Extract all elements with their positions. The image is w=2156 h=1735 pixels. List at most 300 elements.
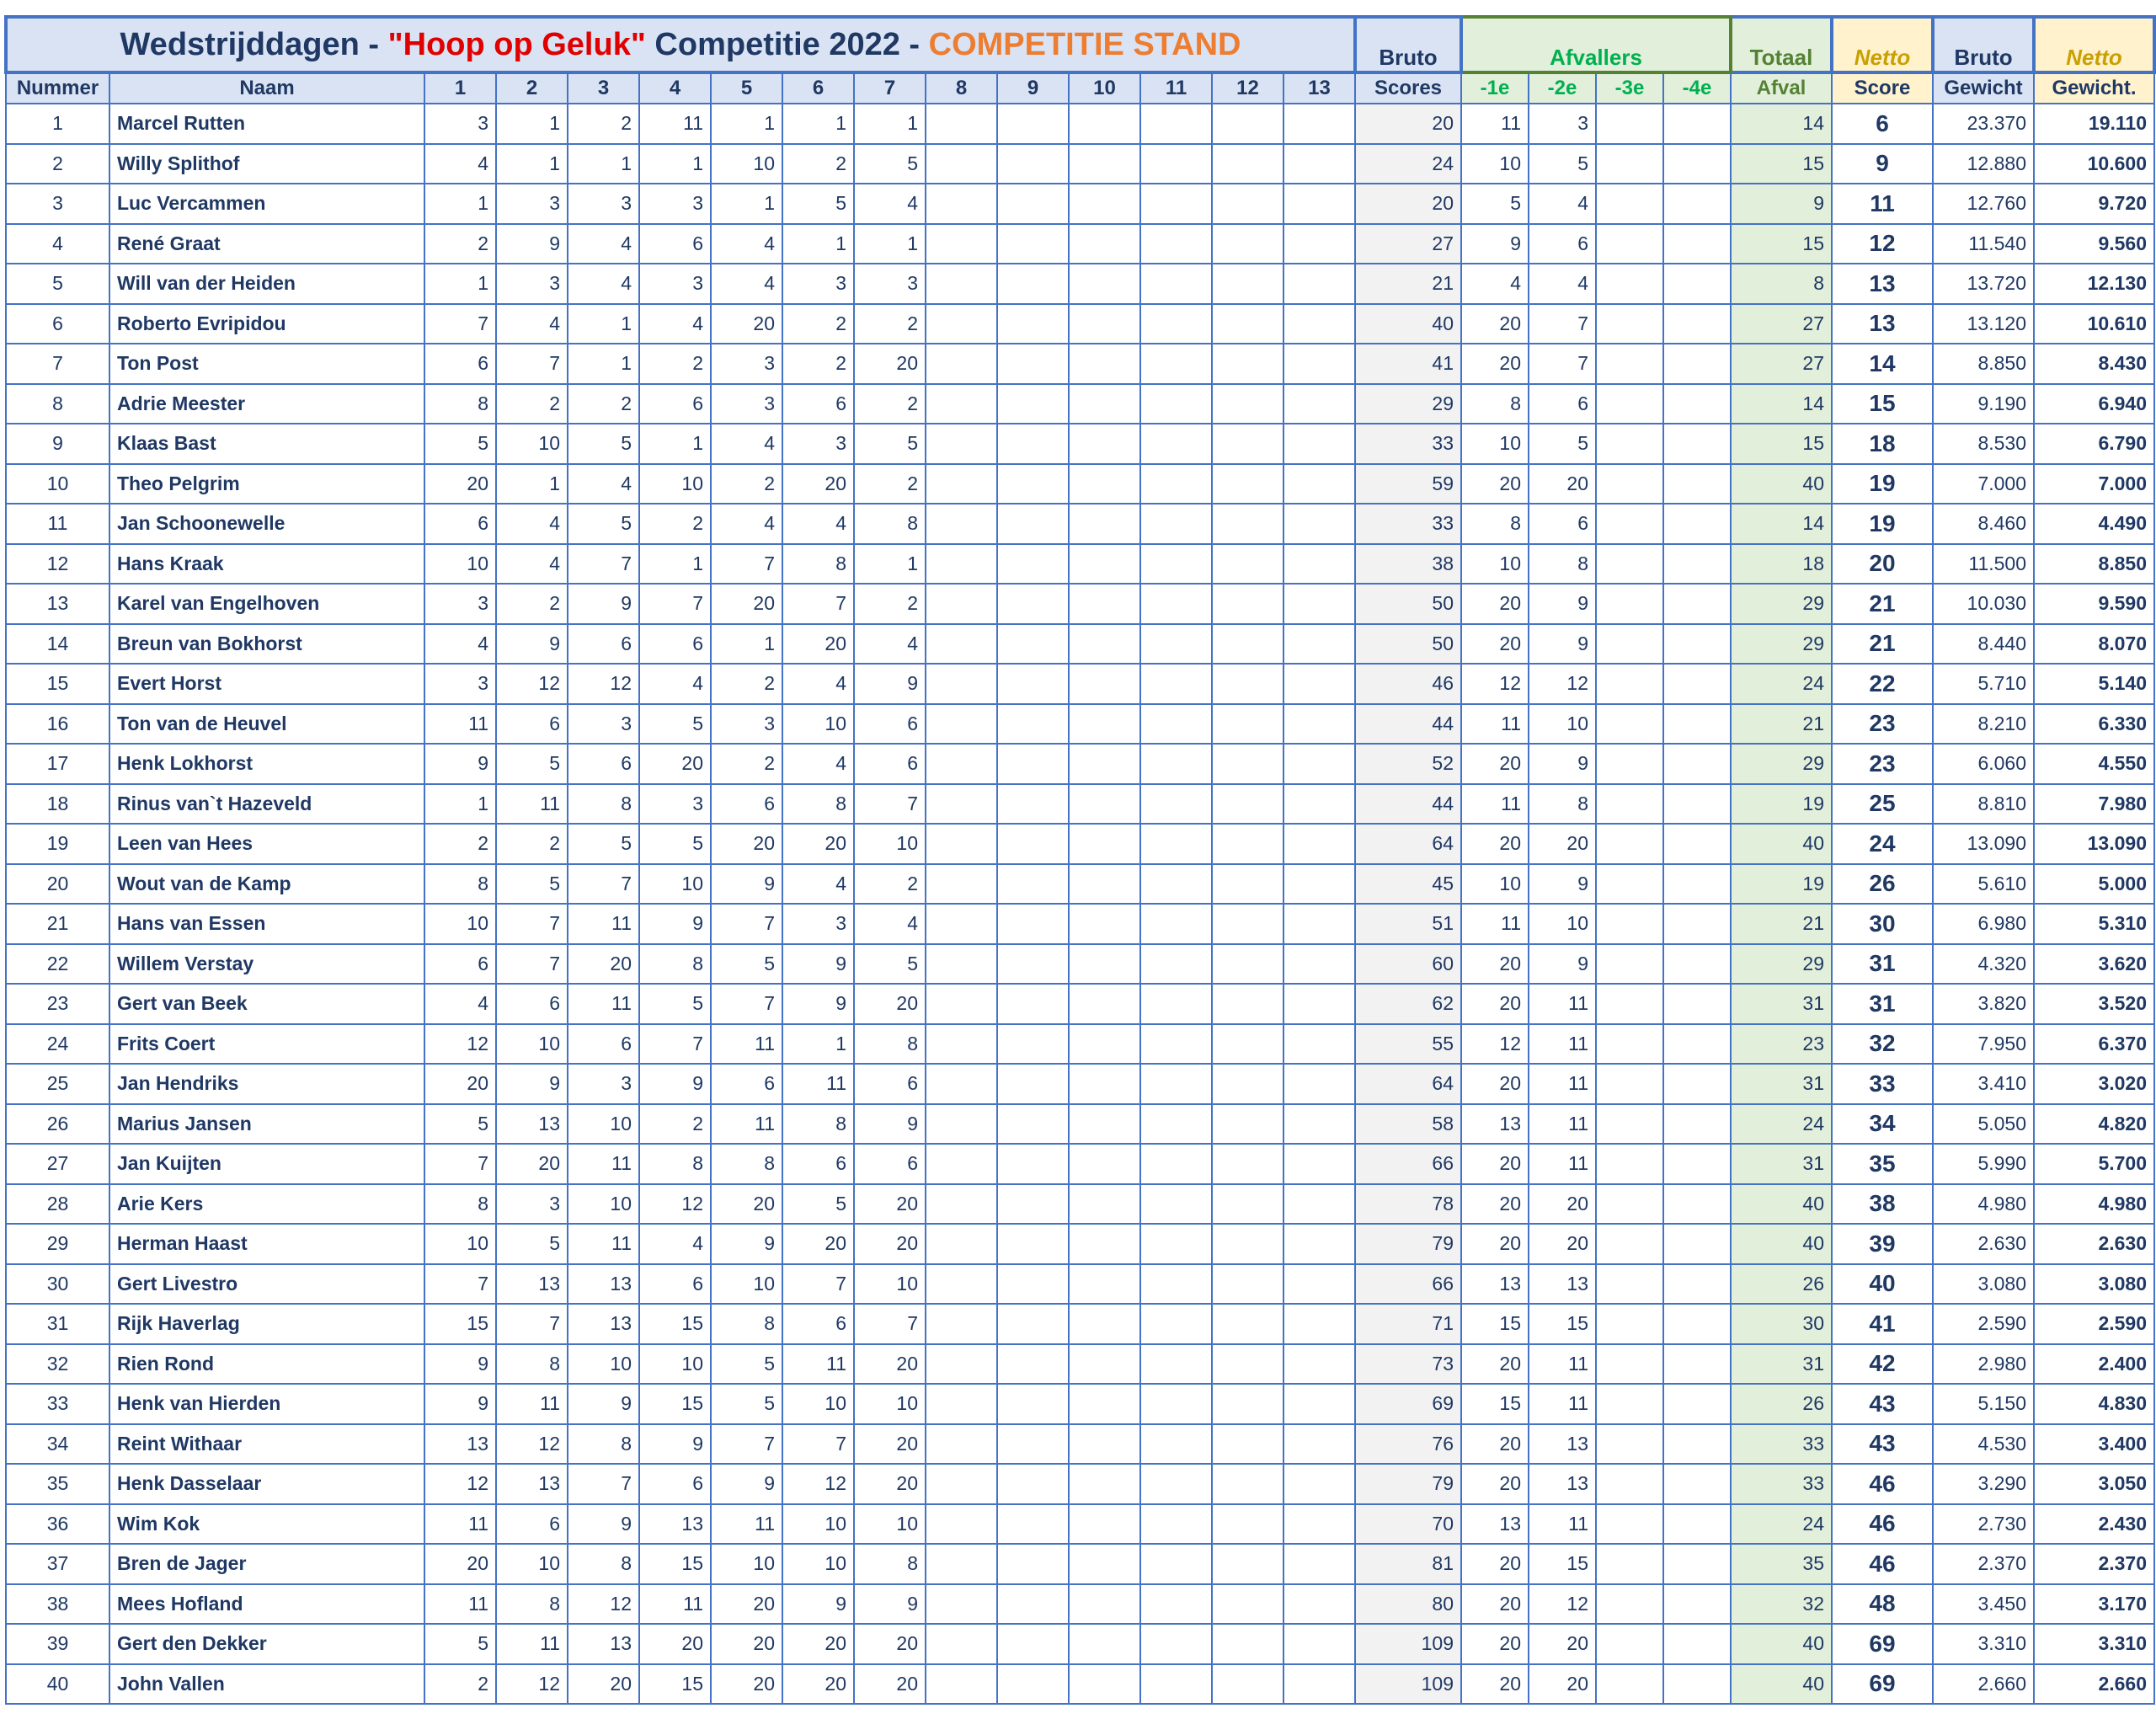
- cell-afvaller-3: [1596, 584, 1663, 624]
- table-row: [6, 784, 2154, 825]
- header-day-7: 7: [854, 72, 926, 104]
- cell-day-11: [1140, 1144, 1212, 1184]
- cell-day-3: 5: [568, 824, 639, 864]
- cell-day-13: [1283, 1344, 1355, 1385]
- cell-day-6: 9: [782, 944, 854, 985]
- cell-day-8: [926, 344, 997, 384]
- cell-bruto-score: 69: [1355, 1384, 1461, 1424]
- table-row: [6, 264, 2154, 304]
- cell-day-2: 13: [496, 1264, 568, 1305]
- cell-netto-gewicht: 3.050: [2034, 1464, 2154, 1504]
- table-row: [6, 224, 2154, 264]
- cell-day-5: 2: [711, 464, 782, 504]
- cell-netto-gewicht: 10.600: [2034, 144, 2154, 184]
- cell-afvaller-1: 13: [1461, 1264, 1529, 1305]
- cell-day-4: 12: [639, 1184, 711, 1225]
- cell-day-8: [926, 1304, 997, 1344]
- cell-day-4: 4: [639, 664, 711, 704]
- cell-naam: Rinus van`t Hazeveld: [109, 784, 424, 825]
- cell-afvaller-4: [1663, 664, 1731, 704]
- cell-day-11: [1140, 104, 1212, 144]
- cell-day-13: [1283, 1384, 1355, 1424]
- cell-nummer: 33: [6, 1384, 109, 1424]
- cell-day-4: 11: [639, 104, 711, 144]
- table-row: [6, 104, 2154, 144]
- cell-totaal-afval: 14: [1731, 384, 1832, 424]
- cell-totaal-afval: 19: [1731, 784, 1832, 825]
- cell-naam: Gert den Dekker: [109, 1624, 424, 1664]
- cell-bruto-gewicht: 3.080: [1933, 1264, 2034, 1305]
- cell-day-2: 4: [496, 504, 568, 544]
- cell-netto-score: 33: [1832, 1064, 1933, 1104]
- table-row: [6, 744, 2154, 784]
- cell-day-6: 6: [782, 1144, 854, 1184]
- cell-day-2: 11: [496, 784, 568, 825]
- cell-day-12: [1212, 1584, 1283, 1625]
- cell-nummer: 8: [6, 384, 109, 424]
- cell-afvaller-2: 11: [1529, 1104, 1596, 1145]
- cell-day-9: [997, 424, 1069, 464]
- cell-day-11: [1140, 1064, 1212, 1104]
- cell-bruto-gewicht: 10.030: [1933, 584, 2034, 624]
- cell-afvaller-3: [1596, 624, 1663, 665]
- cell-naam: Will van der Heiden: [109, 264, 424, 304]
- cell-afvaller-1: 10: [1461, 864, 1529, 905]
- cell-afvaller-3: [1596, 1024, 1663, 1065]
- cell-afvaller-1: 20: [1461, 1144, 1529, 1184]
- cell-day-7: 2: [854, 864, 926, 905]
- cell-day-2: 10: [496, 424, 568, 464]
- header-naam: Naam: [109, 72, 424, 104]
- cell-netto-gewicht: 3.310: [2034, 1624, 2154, 1664]
- cell-netto-score: 43: [1832, 1384, 1933, 1424]
- cell-afvaller-2: 9: [1529, 864, 1596, 905]
- cell-day-7: 20: [854, 1344, 926, 1385]
- cell-day-9: [997, 904, 1069, 944]
- cell-day-10: [1069, 264, 1140, 304]
- cell-totaal-afval: 35: [1731, 1544, 1832, 1584]
- cell-day-13: [1283, 344, 1355, 384]
- cell-day-9: [997, 504, 1069, 544]
- header-afval: Afval: [1731, 72, 1832, 104]
- cell-netto-gewicht: 5.700: [2034, 1144, 2154, 1184]
- cell-bruto-gewicht: 13.120: [1933, 304, 2034, 344]
- cell-day-13: [1283, 1504, 1355, 1545]
- cell-netto-gewicht: 8.070: [2034, 624, 2154, 665]
- cell-day-4: 6: [639, 624, 711, 665]
- cell-day-10: [1069, 504, 1140, 544]
- cell-netto-score: 21: [1832, 624, 1933, 665]
- cell-day-3: 4: [568, 224, 639, 264]
- cell-day-12: [1212, 904, 1283, 944]
- cell-afvaller-1: 10: [1461, 144, 1529, 184]
- cell-nummer: 9: [6, 424, 109, 464]
- cell-afvaller-1: 15: [1461, 1384, 1529, 1424]
- standings-table: [4, 15, 2156, 1705]
- cell-day-13: [1283, 184, 1355, 224]
- cell-day-3: 12: [568, 1584, 639, 1625]
- cell-totaal-afval: 18: [1731, 544, 1832, 585]
- cell-totaal-afval: 26: [1731, 1264, 1832, 1305]
- cell-day-1: 20: [424, 1064, 496, 1104]
- cell-netto-score: 69: [1832, 1624, 1933, 1664]
- cell-nummer: 23: [6, 984, 109, 1024]
- cell-totaal-afval: 40: [1731, 824, 1832, 864]
- cell-afvaller-2: 6: [1529, 384, 1596, 424]
- cell-day-5: 3: [711, 384, 782, 424]
- cell-bruto-score: 64: [1355, 1064, 1461, 1104]
- cell-afvaller-3: [1596, 1344, 1663, 1385]
- cell-day-8: [926, 944, 997, 985]
- cell-day-2: 10: [496, 1024, 568, 1065]
- cell-day-1: 7: [424, 1264, 496, 1305]
- cell-day-12: [1212, 344, 1283, 384]
- cell-day-4: 20: [639, 744, 711, 784]
- table-row: [6, 904, 2154, 944]
- cell-day-8: [926, 984, 997, 1024]
- cell-afvaller-2: 6: [1529, 504, 1596, 544]
- cell-afvaller-3: [1596, 184, 1663, 224]
- cell-day-9: [997, 1264, 1069, 1305]
- cell-day-5: 4: [711, 264, 782, 304]
- cell-day-6: 4: [782, 504, 854, 544]
- cell-netto-score: 46: [1832, 1544, 1933, 1584]
- cell-afvaller-2: 13: [1529, 1264, 1596, 1305]
- cell-naam: Willem Verstay: [109, 944, 424, 985]
- cell-day-8: [926, 1504, 997, 1545]
- cell-day-6: 3: [782, 424, 854, 464]
- cell-afvaller-4: [1663, 344, 1731, 384]
- cell-day-7: 2: [854, 584, 926, 624]
- cell-bruto-score: 50: [1355, 584, 1461, 624]
- cell-day-10: [1069, 1304, 1140, 1344]
- cell-day-2: 5: [496, 1224, 568, 1264]
- cell-afvaller-2: 13: [1529, 1424, 1596, 1465]
- cell-naam: Evert Horst: [109, 664, 424, 704]
- cell-bruto-score: 44: [1355, 784, 1461, 825]
- cell-afvaller-4: [1663, 744, 1731, 784]
- cell-netto-score: 22: [1832, 664, 1933, 704]
- cell-day-7: 1: [854, 104, 926, 144]
- header-day-10: 10: [1069, 72, 1140, 104]
- cell-day-11: [1140, 1184, 1212, 1225]
- cell-day-13: [1283, 1584, 1355, 1625]
- cell-day-11: [1140, 664, 1212, 704]
- cell-day-12: [1212, 1184, 1283, 1225]
- table-row: [6, 184, 2154, 224]
- cell-naam: Jan Hendriks: [109, 1064, 424, 1104]
- cell-day-4: 4: [639, 1224, 711, 1264]
- cell-day-8: [926, 464, 997, 504]
- cell-afvaller-3: [1596, 544, 1663, 585]
- cell-day-3: 6: [568, 624, 639, 665]
- cell-day-13: [1283, 664, 1355, 704]
- cell-afvaller-2: 20: [1529, 1664, 1596, 1705]
- cell-day-11: [1140, 504, 1212, 544]
- cell-netto-gewicht: 4.980: [2034, 1184, 2154, 1225]
- cell-netto-gewicht: 5.000: [2034, 864, 2154, 905]
- cell-day-6: 7: [782, 1424, 854, 1465]
- cell-afvaller-1: 20: [1461, 1664, 1529, 1705]
- cell-netto-gewicht: 2.370: [2034, 1544, 2154, 1584]
- cell-day-3: 11: [568, 904, 639, 944]
- cell-day-3: 9: [568, 1504, 639, 1545]
- cell-nummer: 37: [6, 1544, 109, 1584]
- cell-nummer: 15: [6, 664, 109, 704]
- cell-day-8: [926, 1104, 997, 1145]
- cell-netto-gewicht: 6.370: [2034, 1024, 2154, 1065]
- cell-afvaller-4: [1663, 1184, 1731, 1225]
- cell-day-9: [997, 1504, 1069, 1545]
- cell-day-5: 7: [711, 984, 782, 1024]
- cell-day-6: 20: [782, 824, 854, 864]
- group-netto: Netto: [1832, 17, 1933, 72]
- cell-day-11: [1140, 1344, 1212, 1385]
- cell-day-6: 2: [782, 344, 854, 384]
- cell-naam: Rien Rond: [109, 1344, 424, 1385]
- cell-afvaller-4: [1663, 464, 1731, 504]
- cell-nummer: 17: [6, 744, 109, 784]
- header-day-8: 8: [926, 72, 997, 104]
- cell-day-12: [1212, 1304, 1283, 1344]
- cell-nummer: 34: [6, 1424, 109, 1465]
- header-day-13: 13: [1283, 72, 1355, 104]
- cell-day-13: [1283, 704, 1355, 745]
- cell-netto-gewicht: 8.430: [2034, 344, 2154, 384]
- cell-day-3: 5: [568, 504, 639, 544]
- cell-day-5: 11: [711, 1104, 782, 1145]
- cell-day-7: 9: [854, 1104, 926, 1145]
- table-row: [6, 1144, 2154, 1184]
- cell-totaal-afval: 31: [1731, 1144, 1832, 1184]
- cell-nummer: 31: [6, 1304, 109, 1344]
- cell-day-7: 8: [854, 1544, 926, 1584]
- cell-afvaller-3: [1596, 864, 1663, 905]
- cell-afvaller-4: [1663, 984, 1731, 1024]
- header-day-1: 1: [424, 72, 496, 104]
- cell-day-11: [1140, 1104, 1212, 1145]
- cell-day-7: 8: [854, 504, 926, 544]
- cell-day-13: [1283, 1424, 1355, 1465]
- cell-day-3: 11: [568, 1144, 639, 1184]
- cell-day-10: [1069, 584, 1140, 624]
- cell-day-12: [1212, 184, 1283, 224]
- cell-bruto-score: 80: [1355, 1584, 1461, 1625]
- cell-day-4: 9: [639, 1424, 711, 1465]
- cell-nummer: 20: [6, 864, 109, 905]
- cell-naam: René Graat: [109, 224, 424, 264]
- cell-netto-score: 46: [1832, 1464, 1933, 1504]
- cell-day-8: [926, 1184, 997, 1225]
- cell-afvaller-4: [1663, 264, 1731, 304]
- cell-day-5: 9: [711, 1224, 782, 1264]
- cell-day-7: 10: [854, 824, 926, 864]
- cell-day-7: 4: [854, 184, 926, 224]
- cell-day-3: 4: [568, 264, 639, 304]
- cell-day-9: [997, 1064, 1069, 1104]
- cell-day-13: [1283, 624, 1355, 665]
- cell-day-6: 1: [782, 104, 854, 144]
- cell-naam: Karel van Engelhoven: [109, 584, 424, 624]
- cell-day-2: 3: [496, 1184, 568, 1225]
- cell-day-2: 7: [496, 344, 568, 384]
- table-row: [6, 544, 2154, 585]
- cell-day-9: [997, 144, 1069, 184]
- header-afvaller-4: -4e: [1663, 72, 1731, 104]
- cell-netto-gewicht: 4.830: [2034, 1384, 2154, 1424]
- cell-day-12: [1212, 664, 1283, 704]
- header-day-5: 5: [711, 72, 782, 104]
- cell-bruto-gewicht: 8.440: [1933, 624, 2034, 665]
- cell-afvaller-2: 11: [1529, 1504, 1596, 1545]
- cell-day-13: [1283, 424, 1355, 464]
- cell-day-6: 8: [782, 784, 854, 825]
- cell-bruto-score: 27: [1355, 224, 1461, 264]
- cell-day-10: [1069, 624, 1140, 665]
- cell-naam: Marcel Rutten: [109, 104, 424, 144]
- cell-bruto-gewicht: 8.460: [1933, 504, 2034, 544]
- cell-day-9: [997, 664, 1069, 704]
- cell-day-12: [1212, 1024, 1283, 1065]
- cell-day-1: 10: [424, 904, 496, 944]
- cell-day-12: [1212, 704, 1283, 745]
- cell-day-10: [1069, 1544, 1140, 1584]
- table-row: [6, 1104, 2154, 1145]
- cell-day-2: 2: [496, 824, 568, 864]
- cell-afvaller-2: 11: [1529, 984, 1596, 1024]
- cell-afvaller-1: 11: [1461, 104, 1529, 144]
- cell-day-3: 6: [568, 1024, 639, 1065]
- table-row: [6, 1344, 2154, 1385]
- cell-afvaller-3: [1596, 144, 1663, 184]
- cell-netto-gewicht: 9.720: [2034, 184, 2154, 224]
- cell-day-1: 2: [424, 224, 496, 264]
- cell-day-13: [1283, 464, 1355, 504]
- cell-afvaller-3: [1596, 704, 1663, 745]
- cell-naam: Hans van Essen: [109, 904, 424, 944]
- cell-day-13: [1283, 224, 1355, 264]
- cell-netto-score: 18: [1832, 424, 1933, 464]
- cell-totaal-afval: 31: [1731, 1064, 1832, 1104]
- cell-day-2: 7: [496, 904, 568, 944]
- cell-day-8: [926, 1344, 997, 1385]
- cell-afvaller-1: 20: [1461, 1584, 1529, 1625]
- cell-totaal-afval: 15: [1731, 424, 1832, 464]
- cell-day-6: 20: [782, 624, 854, 665]
- cell-day-9: [997, 1104, 1069, 1145]
- cell-totaal-afval: 23: [1731, 1024, 1832, 1065]
- cell-day-2: 11: [496, 1384, 568, 1424]
- title-part3: Competitie 2022 -: [645, 26, 929, 62]
- cell-afvaller-3: [1596, 264, 1663, 304]
- cell-totaal-afval: 40: [1731, 1664, 1832, 1705]
- cell-netto-gewicht: 5.310: [2034, 904, 2154, 944]
- cell-day-5: 6: [711, 784, 782, 825]
- cell-day-11: [1140, 264, 1212, 304]
- cell-day-7: 20: [854, 1424, 926, 1465]
- cell-bruto-gewicht: 11.500: [1933, 544, 2034, 585]
- cell-day-9: [997, 1304, 1069, 1344]
- cell-nummer: 25: [6, 1064, 109, 1104]
- cell-day-5: 3: [711, 344, 782, 384]
- cell-afvaller-2: 5: [1529, 144, 1596, 184]
- cell-day-4: 4: [639, 304, 711, 344]
- cell-afvaller-1: 20: [1461, 464, 1529, 504]
- cell-day-7: 20: [854, 1464, 926, 1504]
- cell-day-13: [1283, 1464, 1355, 1504]
- cell-day-7: 5: [854, 424, 926, 464]
- cell-day-6: 9: [782, 984, 854, 1024]
- cell-nummer: 32: [6, 1344, 109, 1385]
- cell-nummer: 38: [6, 1584, 109, 1625]
- cell-day-4: 6: [639, 384, 711, 424]
- cell-day-1: 11: [424, 1504, 496, 1545]
- cell-afvaller-3: [1596, 904, 1663, 944]
- cell-afvaller-1: 20: [1461, 824, 1529, 864]
- cell-day-11: [1140, 344, 1212, 384]
- cell-netto-score: 31: [1832, 984, 1933, 1024]
- cell-day-3: 8: [568, 784, 639, 825]
- cell-afvaller-1: 20: [1461, 984, 1529, 1024]
- cell-nummer: 27: [6, 1144, 109, 1184]
- header-nummer: Nummer: [6, 72, 109, 104]
- cell-afvaller-4: [1663, 1104, 1731, 1145]
- cell-afvaller-2: 13: [1529, 1464, 1596, 1504]
- cell-afvaller-2: 7: [1529, 344, 1596, 384]
- cell-bruto-score: 50: [1355, 624, 1461, 665]
- cell-day-13: [1283, 504, 1355, 544]
- table-row: [6, 1584, 2154, 1625]
- cell-day-6: 5: [782, 1184, 854, 1225]
- cell-day-1: 20: [424, 1544, 496, 1584]
- cell-day-10: [1069, 984, 1140, 1024]
- cell-naam: Henk Lokhorst: [109, 744, 424, 784]
- cell-day-8: [926, 1624, 997, 1664]
- cell-day-7: 10: [854, 1384, 926, 1424]
- table-row: [6, 824, 2154, 864]
- cell-day-8: [926, 1064, 997, 1104]
- cell-bruto-gewicht: 7.000: [1933, 464, 2034, 504]
- cell-bruto-gewicht: 3.290: [1933, 1464, 2034, 1504]
- cell-netto-score: 6: [1832, 104, 1933, 144]
- cell-day-5: 9: [711, 1464, 782, 1504]
- cell-afvaller-2: 20: [1529, 824, 1596, 864]
- cell-day-10: [1069, 1224, 1140, 1264]
- cell-day-11: [1140, 1304, 1212, 1344]
- cell-day-7: 2: [854, 464, 926, 504]
- cell-totaal-afval: 40: [1731, 1224, 1832, 1264]
- cell-day-8: [926, 1464, 997, 1504]
- cell-day-7: 1: [854, 224, 926, 264]
- cell-nummer: 40: [6, 1664, 109, 1705]
- cell-bruto-score: 76: [1355, 1424, 1461, 1465]
- cell-nummer: 5: [6, 264, 109, 304]
- cell-totaal-afval: 14: [1731, 104, 1832, 144]
- cell-day-12: [1212, 784, 1283, 825]
- cell-day-2: 8: [496, 1344, 568, 1385]
- cell-afvaller-2: 10: [1529, 704, 1596, 745]
- cell-day-11: [1140, 424, 1212, 464]
- cell-day-8: [926, 384, 997, 424]
- table-row: [6, 1544, 2154, 1584]
- cell-bruto-gewicht: 13.090: [1933, 824, 2034, 864]
- cell-day-12: [1212, 384, 1283, 424]
- cell-day-11: [1140, 944, 1212, 985]
- cell-day-11: [1140, 464, 1212, 504]
- cell-day-13: [1283, 1144, 1355, 1184]
- cell-netto-score: 48: [1832, 1584, 1933, 1625]
- cell-day-2: 12: [496, 1424, 568, 1465]
